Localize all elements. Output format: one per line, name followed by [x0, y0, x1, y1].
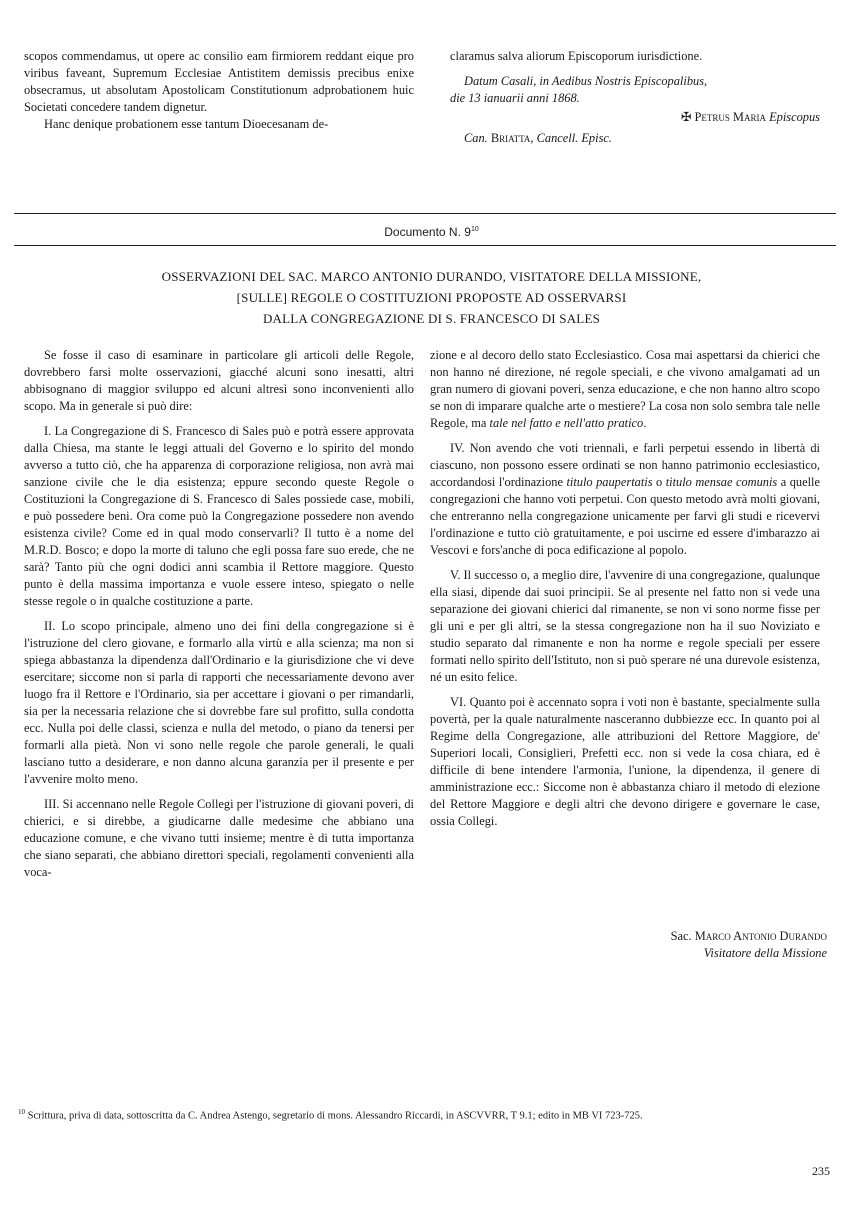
paragraph-iii-continued [430, 347, 820, 432]
title-line-2: [SULLE] REGOLE O COSTITUZIONI PROPOSTE AD OSSERVARSI [236, 290, 627, 305]
title-line-3: DALLA CONGREGAZIONE DI S. FRANCESCO DI SALES [262, 311, 601, 326]
text-run: zione e al decoro dello stato Ecclesiastico. Cosa mai aspettarsi da chierici che non hanno né direzione, né regole speciali, e che vivono amalgamati ad un gran numero di giovani poveri, senza educazione, e che non hanno altro scopo se non di imparare qualche arte o mestiere? La cosa non solo sembra tale nelle Regole, ma [430, 348, 820, 430]
dated-line-2: die 13 ianuarii anni 1868. [450, 91, 580, 105]
signature-role: Visitatore della Missione [703, 946, 827, 960]
top-right-column [450, 48, 830, 147]
paragraph-iii: III. Si accennano nelle Regole Collegi per l'istruzione di giovani poveri, di chierici, e si direbbe, a giudicarne dalle medesime che abbiano una educazione comune, e che vivano tutti insieme; mentre è di tutta importanza che siano separati, che abbiano direttori speciali, regolamenti convenienti alla voca- [24, 797, 414, 879]
signature-prefix: Sac. [670, 929, 692, 943]
canon-signature [450, 130, 830, 147]
canon-name: Briatta, [490, 131, 534, 145]
body-right-column [430, 347, 820, 830]
signature-block [430, 928, 827, 962]
document-label: Documento N. 9 [384, 225, 471, 239]
canon-title: Cancell. Episc. [536, 131, 612, 145]
footnote-reference[interactable]: 10 [470, 226, 479, 233]
text-run: . [643, 416, 647, 430]
body-left-column [24, 347, 414, 881]
paragraph: Hanc denique probationem esse tantum Dioecesanam de- [44, 117, 329, 131]
footnote [18, 1105, 823, 1124]
footnote-text: Scrittura, priva di data, sottoscritta da C. Andrea Astengo, segretario di mons. Alessandro Riccardi, in ASCVVRR, T 9.1; edito in MB VI 723-725. [27, 1110, 643, 1122]
paragraph-i: I. La Congregazione di S. Francesco di Sales può e potrà essere approvata dalla Chiesa, ma stante le leggi attuali del Governo e lo spirito del mondo avverso a tutto ciò, che ha apparenza di corporazione religiosa, non avrà mai sanzione civile che le dia esistenza; eppure secondo queste Regole o Costituzioni la Congregazione di S. Francesco di Sales possiede case, mobili, e può possedere beni. Ora come può la Congregazione possedere non avendo esistenza civile? Come ed in qual modo conservarli? Il tutto è a nome del M.R.D. Bosco; e dopo la morte di taluno che egli possa fare suo erede, che ne sarà? Tanto più che ogni dodici anni scambia il Rettore maggiore. Questo punto è della massima importanza e vuole essere inteso, spiegato o nelle stesse regole o in qualche costituzione a parte. [24, 424, 414, 608]
document-title [0, 266, 863, 329]
italic-run: titulo paupertatis [566, 475, 653, 489]
signature-name: Marco Antonio Durando [694, 929, 827, 943]
bishop-signature [450, 109, 830, 126]
top-left-column [24, 48, 414, 133]
header-rule-bottom [14, 245, 836, 246]
text-run: IV. Non avendo che voti triennali, e farli perpetui essendo in libertà di ciascuno, non possono essere ordinati se non hanno patrimonio ecclesiastico, accordandosi l'ordinazione [430, 441, 820, 489]
header-rule-top [14, 213, 836, 214]
page-number: 235 [812, 1164, 830, 1178]
paragraph-ii: II. Lo scopo principale, almeno uno dei fini della congregazione si è l'istruzione del clero giovane, e formarlo alla virtù e alla scienza; ma non si spiega abbastanza la dipendenza dall'Ordinario e la giurisdizione che vi deve esercitare; siccome non si parla di rapporti che necessariamente devono aver luogo fra il Rettore e l'Ordinario, sia per accettare i giovani o per rimandarli, sia per la necessaria relazione che si dovrebbe fare sul profitto, sulla condotta ecc. Nulla poi delle classi, scienza e nulla del metodo, o piano da tenersi per formarli alla pietà. Non vi sono nelle regole che parole generali, le quali lasciano tutto a desiderare, e non danno alcuna garanzia per il presente e per l'avvenire molto meno. [24, 619, 414, 786]
footnote-number: 10 [18, 1108, 25, 1116]
intro-paragraph: Se fosse il caso di esaminare in particolare gli articoli delle Regole, dovrebbero farsi molte osservazioni, giacché alcuni sono inesatti, altri abbisognano di maggior sviluppo ed alcuni altresì sono inconvenienti allo scopo. Ma in generale si può dire: [24, 348, 414, 413]
italic-run: tale nel fatto e nell'atto pratico [489, 416, 644, 430]
bishop-name: Petrus Maria [694, 110, 766, 124]
signature-name-line [430, 928, 827, 945]
continued-paragraph: scopos commendamus, ut opere ac consilio eam firmiorem reddant eique pro viribus faveant, Supremum Ecclesiae Antistitem demissis precibus enixe obsecramus, ut absolutam Apostolicam Constitutionum adprobationem huic Societati concedere tandem dignetur. [24, 49, 414, 114]
document-number-heading [0, 225, 863, 239]
continued-line: claramus salva aliorum Episcoporum iurisdictione. [450, 49, 703, 63]
cross-icon: ✠ [680, 110, 692, 124]
text-run: o [652, 475, 666, 489]
text-run: a quelle congregazioni che hanno voti perpetui. Con questo metodo avrà molti giovani, che entreranno nella congregazione unicamente per farvi gli studi e ricevervi l'ordinazione e tutto ciò gratuitamente, e poi uscirne ed essere d'imbarazzo ai Vescovi e fors'anche di poca edificazione al popolo. [430, 475, 820, 557]
title-line-1: OSSERVAZIONI DEL SAC. MARCO ANTONIO DURANDO, VISITATORE DELLA MISSIONE, [161, 269, 702, 284]
paragraph-v: V. Il successo o, a meglio dire, l'avvenire di una congregazione, qualunque ella siasi, dipende dai suoi principii. Se al presente nel fatto non si vede una separazione dei giovani chierici dal rimanente, se non vi sono norme fisse per gli uni e per gli altri, se la stessa congregazione non ha il suo Noviziato e studio separato dal rimanente e non ha norme e regole speciali per essere formati nello spirito dell'Istituto, non si può sperare né una durevole esistenza, né un esito felice. [430, 568, 820, 684]
dated-line-1: Datum Casali, in Aedibus Nostris Episcopalibus, [464, 74, 708, 88]
paragraph-iv [430, 440, 820, 559]
italic-run: titulo mensae comunis [665, 475, 778, 489]
paragraph-vi: VI. Quanto poi è accennato sopra i voti non è bastante, specialmente sulla povertà, per la quale naturalmente nasceranno dubbiezze ecc. In quanto poi al Regime della Congregazione, alle attribuzioni del Rettore Maggiore, de' Superiori locali, Consiglieri, Prefetti ecc. non si vede la cosa chiara, ed è difficile di bene intendere l'armonia, l'unione, la dipendenza, il genere di amministrazione ecc.: Siccome non è abbastanza chiaro il metodo di elezione del Rettore Maggiore e degli altri che devono dirigere e governare le case, ossia Collegi. [430, 695, 820, 828]
canon-prefix: Can. [464, 131, 488, 145]
bishop-title: Episcopus [769, 110, 820, 124]
